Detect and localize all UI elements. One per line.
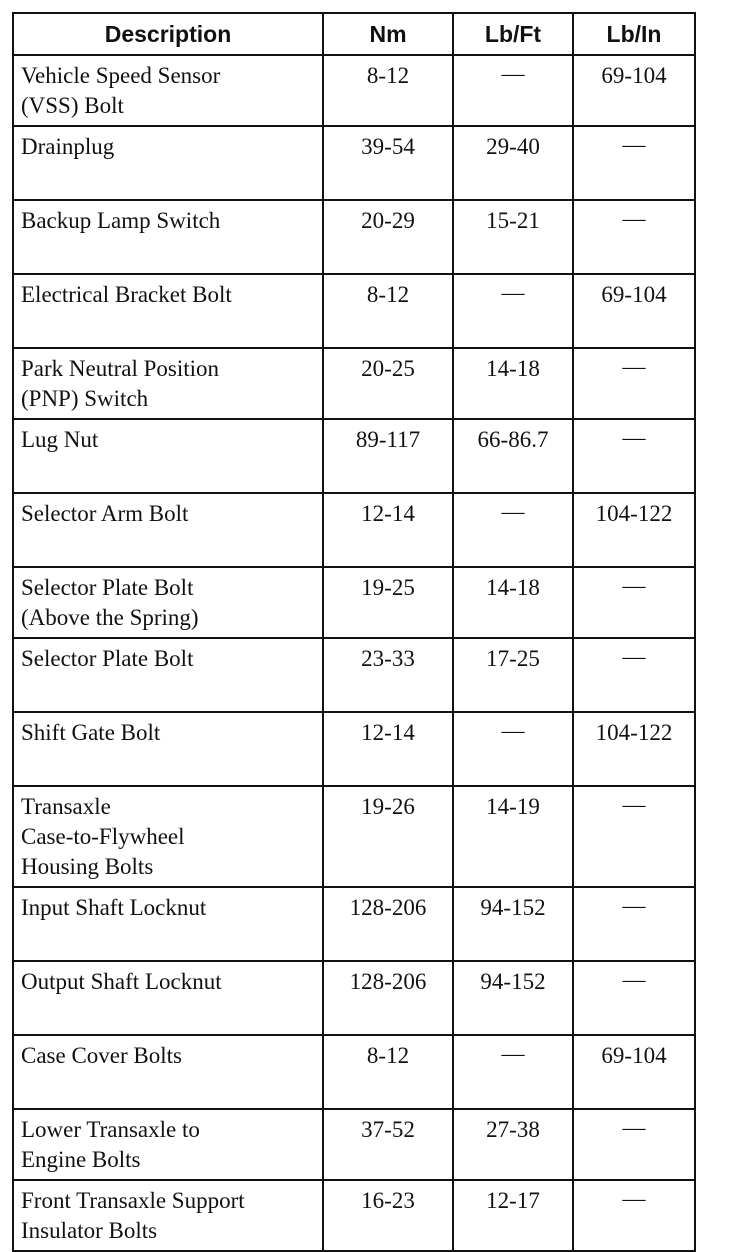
cell-desc: Lug Nut [13,419,323,493]
cell-lbft: 94-152 [453,887,573,961]
cell-lbin: — [573,638,695,712]
cell-lbin: — [573,1109,695,1180]
cell-desc: Park Neutral Position (PNP) Switch [13,348,323,419]
cell-nm: 12-14 [323,493,453,567]
cell-lbin: — [573,200,695,274]
cell-lbft: — [453,493,573,567]
cell-lbft: — [453,55,573,126]
cell-desc: Selector Plate Bolt (Above the Spring) [13,567,323,638]
cell-lbft: 66-86.7 [453,419,573,493]
cell-lbin: — [573,567,695,638]
cell-lbft: 27-38 [453,1109,573,1180]
cell-lbin: 104-122 [573,493,695,567]
cell-nm: 128-206 [323,961,453,1035]
cell-nm: 12-14 [323,712,453,786]
table-row [13,887,695,961]
cell-lbin: — [573,348,695,419]
cell-lbin: 104-122 [573,712,695,786]
cell-lbft: 14-18 [453,567,573,638]
cell-lbft: 14-18 [453,348,573,419]
header-nm: Nm [323,13,453,55]
cell-lbin: — [573,1180,695,1251]
header-description: Description [13,13,323,55]
table-row [13,419,695,493]
cell-lbin: 69-104 [573,55,695,126]
table-row [13,638,695,712]
table-row [13,274,695,348]
cell-nm: 37-52 [323,1109,453,1180]
table-row [13,348,695,419]
cell-nm: 20-29 [323,200,453,274]
cell-lbft: 12-17 [453,1180,573,1251]
cell-lbin: — [573,961,695,1035]
cell-lbft: 94-152 [453,961,573,1035]
header-lbin: Lb/In [573,13,695,55]
cell-desc: Backup Lamp Switch [13,200,323,274]
table-row [13,200,695,274]
table-row [13,1109,695,1180]
cell-desc: Input Shaft Locknut [13,887,323,961]
cell-lbft: 14-19 [453,786,573,887]
table-row [13,567,695,638]
cell-nm: 8-12 [323,274,453,348]
cell-desc: Lower Transaxle to Engine Bolts [13,1109,323,1180]
cell-desc: Shift Gate Bolt [13,712,323,786]
cell-desc: Drainplug [13,126,323,200]
cell-lbin: — [573,887,695,961]
cell-nm: 89-117 [323,419,453,493]
table-row [13,786,695,887]
cell-nm: 39-54 [323,126,453,200]
cell-lbin: 69-104 [573,1035,695,1109]
cell-nm: 20-25 [323,348,453,419]
cell-desc: Electrical Bracket Bolt [13,274,323,348]
table-row [13,1180,695,1251]
cell-nm: 19-25 [323,567,453,638]
table-row [13,961,695,1035]
cell-nm: 19-26 [323,786,453,887]
cell-lbft: 15-21 [453,200,573,274]
cell-lbft: — [453,712,573,786]
cell-lbft: — [453,1035,573,1109]
cell-lbft: 29-40 [453,126,573,200]
cell-desc: Transaxle Case-to-Flywheel Housing Bolts [13,786,323,887]
table-row [13,712,695,786]
table-row [13,1035,695,1109]
cell-lbin: — [573,419,695,493]
table-row [13,55,695,126]
cell-nm: 8-12 [323,55,453,126]
cell-desc: Vehicle Speed Sensor (VSS) Bolt [13,55,323,126]
cell-desc: Output Shaft Locknut [13,961,323,1035]
table-row [13,493,695,567]
cell-desc: Selector Plate Bolt [13,638,323,712]
cell-nm: 23-33 [323,638,453,712]
torque-spec-table [12,12,696,1252]
torque-spec-sheet [12,12,694,1252]
cell-desc: Case Cover Bolts [13,1035,323,1109]
cell-lbft: 17-25 [453,638,573,712]
cell-lbin: — [573,126,695,200]
cell-lbft: — [453,274,573,348]
cell-lbin: — [573,786,695,887]
cell-nm: 128-206 [323,887,453,961]
header-lbft: Lb/Ft [453,13,573,55]
header-row [13,13,695,55]
cell-lbin: 69-104 [573,274,695,348]
table-row [13,126,695,200]
cell-nm: 8-12 [323,1035,453,1109]
cell-nm: 16-23 [323,1180,453,1251]
cell-desc: Front Transaxle Support Insulator Bolts [13,1180,323,1251]
cell-desc: Selector Arm Bolt [13,493,323,567]
